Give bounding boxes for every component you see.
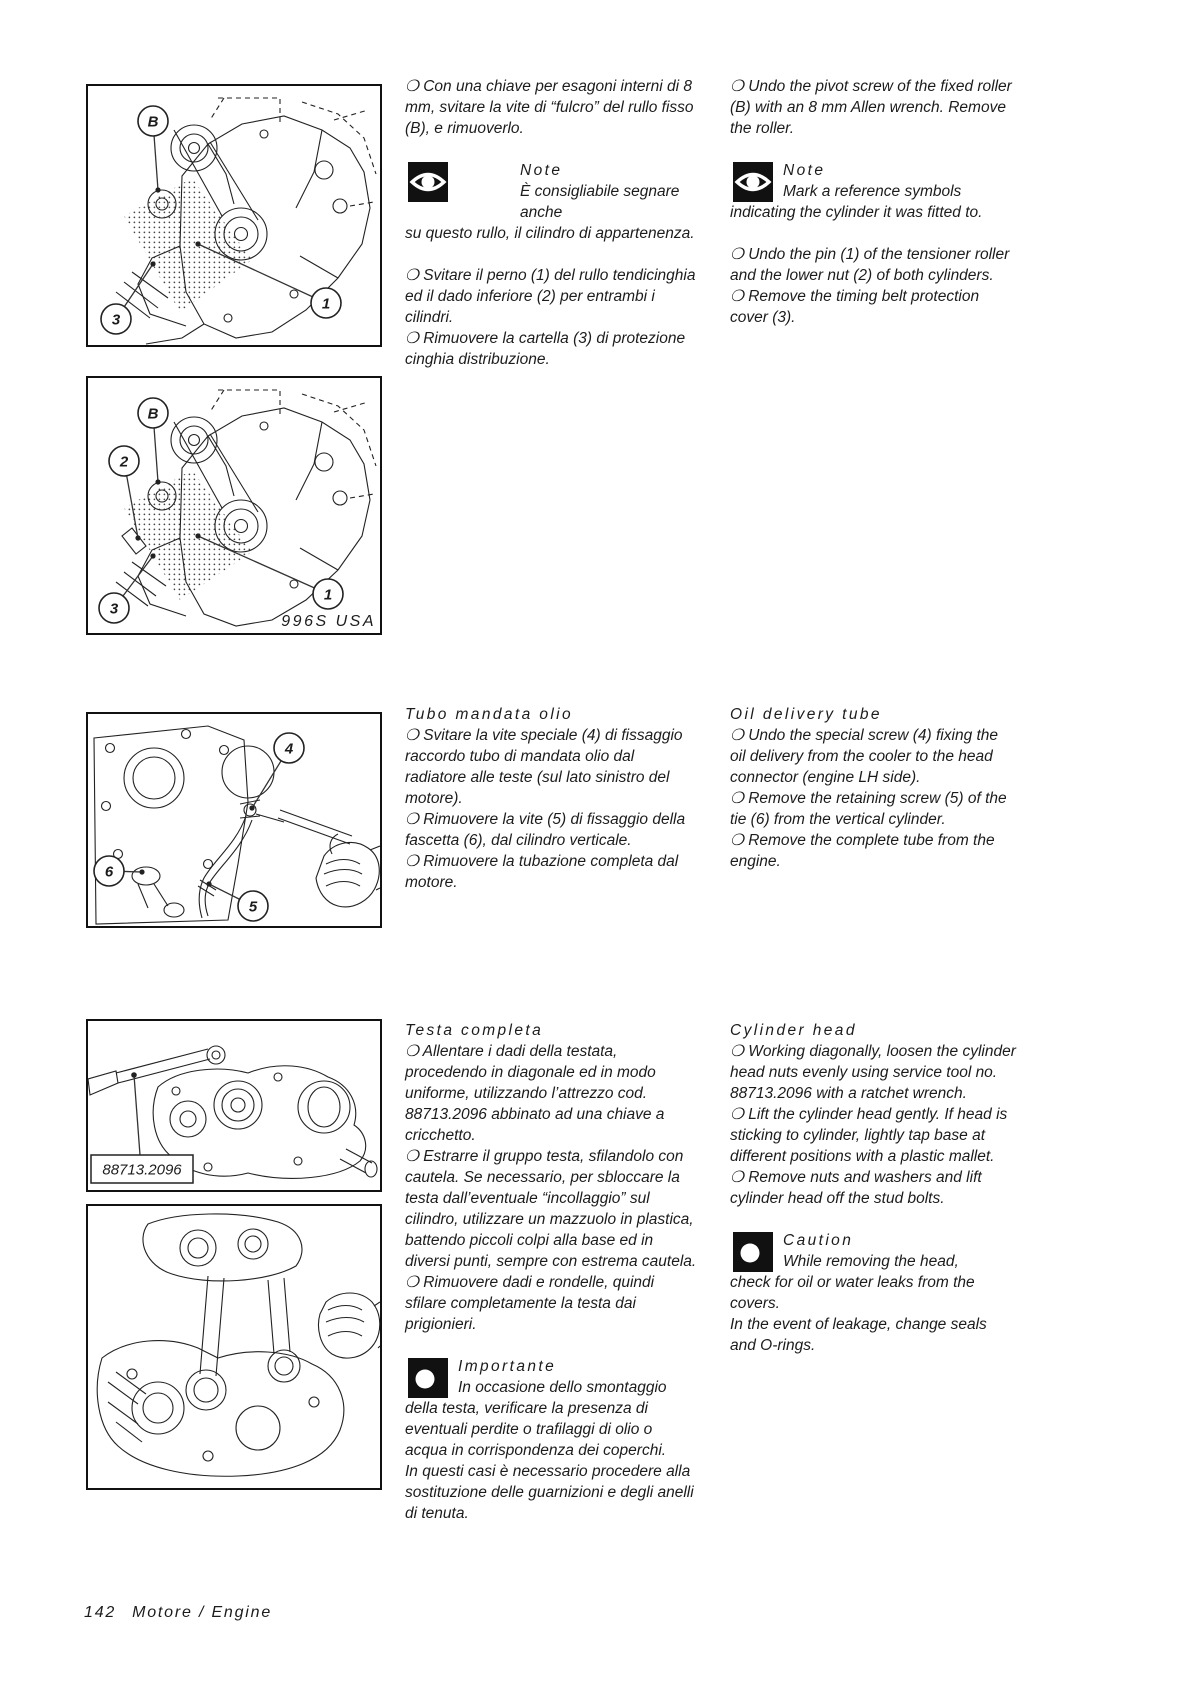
paragraph: ❍ Svitare la vite speciale (4) di fissaggio raccordo tubo di mandata olio dal radiatore alle teste (sul lato sinistro del motore). — [405, 727, 683, 807]
caution-text: In the event of leakage, change seals and O-rings. — [730, 1316, 987, 1354]
note-text: su questo rullo, il cilindro di appartenenza. — [405, 225, 695, 242]
section-title: Tubo mandata olio — [405, 706, 574, 723]
italian-section-oil-tube — [405, 704, 697, 893]
note-title: Note — [520, 162, 563, 179]
engine-line-drawing — [88, 86, 380, 345]
english-section-oil-tube — [730, 704, 1016, 872]
paragraph: ❍ Rimuovere dadi e rondelle, quindi sfilare completamente la testa dai prigionieri. — [405, 1274, 655, 1333]
footer-label: Motore / Engine — [132, 1604, 273, 1621]
paragraph: ❍ Rimuovere la cartella (3) di protezione cinghia distribuzione. — [405, 330, 686, 368]
note-eye-icon — [408, 162, 448, 202]
important-block — [405, 1356, 697, 1524]
callout-label: B — [147, 113, 159, 131]
callout-2 — [109, 446, 141, 541]
paragraph: ❍ Con una chiave per esagoni interni di 8 mm, svitare la vite di “fulcro” del rullo fisso (B), e rimuoverlo. — [405, 78, 694, 137]
page-number: 142 — [84, 1604, 117, 1621]
caution-title: Caution — [783, 1232, 854, 1249]
engine-line-drawing — [88, 378, 380, 633]
note-eye-icon — [733, 162, 773, 202]
caution-icon — [733, 1232, 773, 1272]
paragraph: ❍ Remove the complete tube from the engine. — [730, 832, 995, 870]
engine-line-drawing — [88, 714, 380, 926]
tool-number-label — [91, 1072, 193, 1183]
figure-timing-belt-rollers-996s-usa — [86, 376, 382, 635]
paragraph: ❍ Svitare il perno (1) del rullo tendicinghia ed il dado inferiore (2) per entrambi i cilindri. — [405, 267, 696, 326]
note-lead: Mark a reference symbols — [783, 183, 962, 200]
figure-timing-belt-rollers — [86, 84, 382, 347]
important-icon — [408, 1358, 448, 1398]
callout-label: 6 — [104, 863, 114, 881]
italian-section-rollers — [405, 76, 697, 370]
paragraph: ❍ Remove the retaining screw (5) of the tie (6) from the vertical cylinder. — [730, 790, 1007, 828]
important-title: Importante — [458, 1358, 557, 1375]
callout-label: B — [147, 405, 159, 423]
paragraph: ❍ Remove the timing belt protection cover (3). — [730, 288, 980, 326]
note-lead: È consigliabile segnare anche — [520, 183, 680, 221]
callout-label: 1 — [323, 586, 333, 604]
callout-label: 3 — [109, 600, 119, 618]
engine-line-drawing — [88, 1021, 380, 1190]
figure-cylinder-head-service-tool — [86, 1019, 382, 1192]
important-text: In questi casi è necessario procedere alla sostituzione delle guarnizioni e degli anelli di tenuta. — [405, 1463, 694, 1522]
paragraph: ❍ Lift the cylinder head gently. If head is sticking to cylinder, lightly tap base at different positions with a plastic mallet. — [730, 1106, 1008, 1165]
paragraph: ❍ Rimuovere la tubazione completa dal motore. — [405, 853, 679, 891]
caution-block — [730, 1230, 1016, 1356]
section-title: Testa completa — [405, 1022, 544, 1039]
callout-6 — [94, 856, 145, 886]
callout-3 — [101, 261, 156, 334]
engine-line-drawing — [88, 1206, 380, 1488]
paragraph: ❍ Undo the pivot screw of the fixed roller (B) with an 8 mm Allen wrench. Remove the roller. — [730, 78, 1012, 137]
important-text: della testa, verificare la presenza di eventuali perdite o trafilaggi di olio o acqua in corrispondenza dei coperchi. — [405, 1400, 667, 1459]
callout-B — [138, 398, 168, 485]
figure-caption: 996S USA — [281, 613, 376, 630]
page-footer — [84, 1604, 272, 1622]
paragraph: ❍ Estrarre il gruppo testa, sfilandolo con cautela. Se necessario, per sbloccare la testa dall’eventuale “incollaggio” sul cilindro, utilizzare un mazzuolo in plastica, battendo piccoli colpi alla base ed in diversi punti, sempre con estrema cautela. — [405, 1148, 697, 1270]
section-title: Oil delivery tube — [730, 706, 882, 723]
callout-3 — [99, 553, 156, 623]
paragraph: ❍ Undo the special screw (4) fixing the oil delivery from the cooler to the head connector (engine LH side). — [730, 727, 999, 786]
caution-text: check for oil or water leaks from the covers. — [730, 1274, 975, 1312]
english-section-cylinder-head — [730, 1020, 1016, 1377]
figure-oil-delivery-tube — [86, 712, 382, 928]
paragraph: ❍ Rimuovere la vite (5) di fissaggio della fascetta (6), dal cilindro verticale. — [405, 811, 686, 849]
callout-5 — [206, 881, 268, 921]
note-block — [405, 160, 697, 244]
callout-label: 2 — [119, 453, 129, 471]
section-title: Cylinder head — [730, 1022, 857, 1039]
caution-lead: While removing the head, — [783, 1253, 959, 1270]
note-title: Note — [783, 162, 826, 179]
callout-4 — [249, 733, 304, 811]
paragraph: ❍ Allentare i dadi della testata, procedendo in diagonale ed in modo uniforme, utilizzando l’attrezzo cod. 88713.2096 abbinato ad una chiave a cricchetto. — [405, 1043, 665, 1144]
important-lead: In occasione dello smontaggio — [458, 1379, 667, 1396]
paragraph: ❍ Remove nuts and washers and lift cylinder head off the stud bolts. — [730, 1169, 982, 1207]
callout-B — [138, 106, 168, 193]
callout-label: 1 — [321, 295, 331, 313]
callout-label: 5 — [248, 898, 258, 916]
paragraph: ❍ Undo the pin (1) of the tensioner roller and the lower nut (2) of both cylinders. — [730, 246, 1010, 284]
paragraph: ❍ Working diagonally, loosen the cylinder head nuts evenly using service tool no. 88713.2096 with a ratchet wrench. — [730, 1043, 1016, 1102]
callout-label: 3 — [111, 311, 121, 329]
callout-label: 4 — [284, 740, 294, 758]
note-block — [730, 160, 1016, 223]
figure-cylinder-head-removal — [86, 1204, 382, 1490]
tool-number: 88713.2096 — [102, 1161, 182, 1179]
note-text: indicating the cylinder it was fitted to. — [730, 204, 983, 221]
english-section-rollers — [730, 76, 1016, 328]
italian-section-cylinder-head — [405, 1020, 697, 1545]
